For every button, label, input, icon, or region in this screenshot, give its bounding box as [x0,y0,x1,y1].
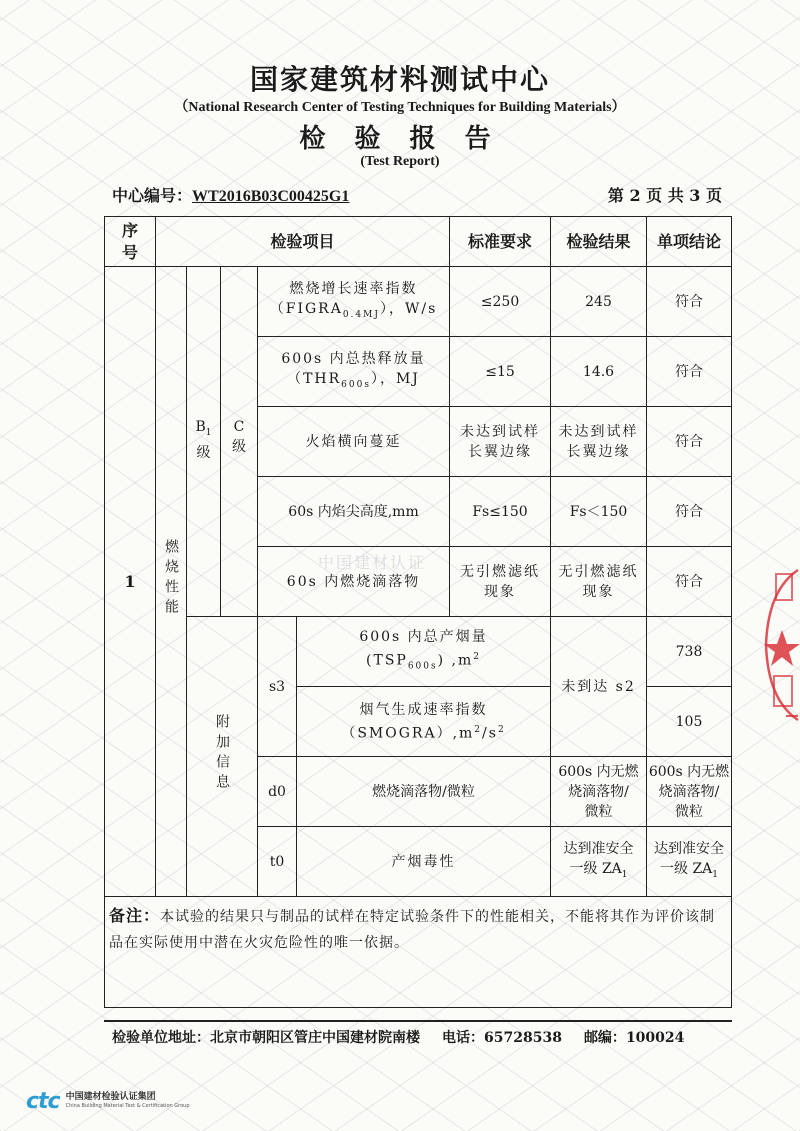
org-title-cn: 国家建筑材料测试中心 [249,63,550,96]
standard-thr: ≤15 [450,337,551,407]
item-tsp-pre: (TSP [366,652,408,669]
header-conclusion: 单项结论 [647,217,732,267]
item-smogra-sup: 2 [474,724,483,735]
item-smogra [297,687,551,757]
d0-label: d0 [258,757,297,827]
watermark-text: 中国建材认证 [318,553,427,572]
header-seq-text: 序号 [121,220,138,262]
grade-c-text: C [233,419,245,435]
result-lfs-l1: 未达到试样 [558,423,639,440]
table-row [105,617,732,687]
ctc-logo [26,1088,190,1114]
standard-droplets [450,547,551,617]
result-t0 [647,827,732,897]
category-text: 燃烧性能 [163,538,179,619]
extra-info-text: 附加信息 [214,713,230,794]
address-value: 北京市朝阳区管庄中国建材院南楼 [210,1030,420,1046]
standard-t0-l2: 一级 ZA [569,860,622,877]
result-droplets-l2: 现象 [582,583,615,600]
item-tsp-post: ) ,m [437,652,474,669]
item-tsp [297,617,551,687]
ctc-logo-name-cn: 中国建材检验认证集团 [65,1092,156,1102]
address-label: 检验单位地址： [112,1030,210,1046]
item-figra-post: ），W/s [379,300,438,317]
item-figra-pre: （FIGRA [269,300,343,317]
ctc-logo-name-en: China Building Material Test & Certification Group [65,1103,190,1109]
item-lfs: 火焰横向蔓延 [258,407,450,477]
report-table [104,216,732,1008]
standard-s3: 未到达 s2 [551,617,647,757]
s3-label: s3 [258,617,297,757]
remark-row [105,897,732,1008]
result-lfs [551,407,647,477]
standard-droplets-l1: 无引燃滤纸 [460,563,541,580]
item-figra-line1: 燃烧增长速率指数 [289,280,418,297]
item-tsp-line1: 600s 内总产烟量 [359,628,488,645]
item-thr-sub: 600s [341,379,371,390]
standard-lfs-l2: 长翼边缘 [468,443,533,460]
grade-c-suffix: 级 [232,439,246,455]
remark-cell [105,897,732,1008]
grade-b1-text: B [195,419,206,435]
center-number [112,183,349,206]
standard-d0-l2: 烧滴落物/ [568,783,629,800]
footer-divider [104,1020,732,1022]
result-t0-sub: 1 [712,869,719,880]
seq-cell: 1 [105,267,156,897]
result-d0-l1: 600s 内无燃 [648,763,730,780]
result-smogra: 105 [647,687,732,757]
item-tsp-sub: 600s [407,661,438,672]
header-result: 检验结果 [551,217,647,267]
footer-info [112,1027,684,1047]
item-tsp-sup: 2 [473,651,481,662]
result-d0-l2: 烧滴落物/ [658,783,720,800]
item-thr-post: ），MJ [370,370,420,387]
standard-d0-l3: 微粒 [584,803,613,820]
conclusion-figra: 符合 [647,267,732,337]
item-smogra-pre: （SMOGRA）,m [341,725,475,742]
standard-d0-l1: 600s 内无燃 [558,763,639,780]
center-number-label: 中心编号： [112,186,193,205]
postcode-value: 100024 [625,1030,685,1046]
center-number-value: WT2016B03C00425G1 [192,188,350,205]
standard-droplets-l2: 现象 [484,583,517,600]
ctc-logo-icon: ctc [26,1088,60,1114]
result-thr: 14.6 [551,337,647,407]
t0-label: t0 [258,827,297,897]
page-info: 第 2 页 共 3 页 [607,186,722,205]
header-standard: 标准要求 [450,217,551,267]
report-title-cn: 检 验 报 告 [299,124,501,154]
grade-c-cell [221,267,258,617]
result-figra: 245 [551,267,647,337]
result-droplets [551,547,647,617]
standard-t0-sub: 1 [621,869,628,880]
remark-label: 备注： [109,906,161,925]
category-cell [156,267,187,897]
result-fs: Fs＜150 [551,477,647,547]
report-title-en: (Test Report) [360,154,440,169]
item-thr [258,337,450,407]
item-figra [258,267,450,337]
postcode-label: 邮编： [583,1030,626,1046]
item-figra-sub: 0.4MJ [342,309,380,320]
standard-lfs [450,407,551,477]
result-t0-l2: 一级 ZA [660,860,713,877]
conclusion-droplets: 符合 [647,547,732,617]
conclusion-fs: 符合 [647,477,732,547]
header-seq [105,217,156,267]
standard-fs: Fs≤150 [450,477,551,547]
grade-b1-cell [187,267,221,617]
item-d0: 燃烧滴落物/微粒 [297,757,551,827]
conclusion-lfs: 符合 [647,407,732,477]
remark-text: 本试验的结果只与制品的试样在特定试验条件下的性能相关，不能将其作为评价该制品在实际使用中潜在火灾危险性的唯一依据。 [109,909,716,951]
grade-b1-sub: 1 [205,427,212,438]
result-t0-l1: 达到准安全 [654,840,725,857]
standard-d0 [551,757,647,827]
org-title-en: （National Research Center of Testing Techniques for Building Materials） [174,100,626,115]
red-seal-stamp-icon [758,560,800,730]
item-thr-line1: 600s 内总热释放量 [281,350,426,367]
result-d0-l3: 微粒 [675,803,704,820]
phone-value: 65728538 [484,1030,562,1046]
standard-figra: ≤250 [450,267,551,337]
grade-b1-suffix: 级 [196,444,211,461]
item-fs: 60s 内焰尖高度,mm [258,477,450,547]
result-d0 [647,757,732,827]
phone-label: 电话： [442,1030,484,1046]
item-droplets: 60s 内燃烧滴落物 [258,547,450,617]
item-smogra-mid: /s [482,725,498,742]
standard-t0-l1: 达到准安全 [563,840,634,857]
item-t0: 产烟毒性 [297,827,551,897]
result-tsp: 738 [647,617,732,687]
extra-info-cell [187,617,258,897]
result-droplets-l1: 无引燃滤纸 [558,563,639,580]
standard-lfs-l1: 未达到试样 [460,423,541,440]
result-lfs-l2: 长翼边缘 [566,443,631,460]
item-smogra-line1: 烟气生成速率指数 [359,701,488,718]
standard-t0 [551,827,647,897]
item-thr-pre: （THR [287,370,342,387]
table-row [105,267,732,337]
item-smogra-sup2: 2 [497,724,506,735]
ctc-logo-text [66,1092,190,1110]
table-header-row [105,217,732,267]
conclusion-thr: 符合 [647,337,732,407]
header-item: 检验项目 [156,217,450,267]
